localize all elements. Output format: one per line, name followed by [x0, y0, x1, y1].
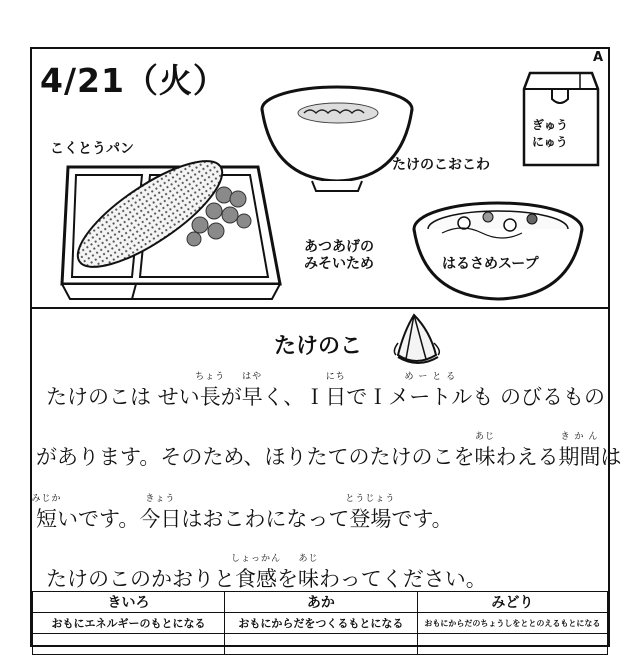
food-group-green-header: みどり: [417, 592, 607, 613]
topic-paragraph-line-3: みじか 短いです。 きょう 今日はおこわになって とうじょう 登場です。: [36, 503, 453, 533]
section-divider: [32, 307, 608, 309]
stirfry-label: あつあげの みそいため: [304, 239, 374, 272]
soup-bowl-icon: [414, 203, 582, 299]
food-group-red-header: あか: [225, 592, 418, 613]
ruby: あじ: [298, 554, 319, 564]
rice-bowl-icon: [262, 87, 412, 191]
food-group-red-items: [225, 634, 418, 655]
food-group-red-description: おもにからだをつくるもとになる: [225, 613, 418, 634]
bamboo-shoot-icon: [388, 311, 448, 369]
ruby: め ー と る: [404, 372, 457, 382]
food-group-yellow-items: [33, 634, 225, 655]
topic-title: たけのこ: [274, 334, 363, 359]
food-group-green-items: [417, 634, 607, 655]
food-group-green-description: おもにからだのちょうしをととのえるもとになる: [417, 613, 607, 634]
ruby: にち: [325, 372, 346, 382]
milk-label: ぎゅう にゅう: [532, 118, 569, 149]
ruby: しょっかん: [230, 554, 282, 564]
bread-label: こくとうパン: [50, 141, 134, 157]
food-group-table: [32, 591, 608, 655]
ruby: ちょう: [195, 372, 226, 382]
ruby: はや: [242, 372, 263, 382]
food-group-yellow-description: おもにエネルギーのもとになる: [33, 613, 225, 634]
rice-label: たけのこおこわ: [392, 157, 490, 173]
soup-label: はるさめスープ: [442, 256, 539, 272]
ruby: きょう: [145, 494, 176, 504]
food-group-yellow-header: きいろ: [33, 592, 225, 613]
menu-sheet: [30, 47, 622, 647]
ruby: き か ん: [560, 432, 599, 442]
ruby: とうじょう: [345, 494, 396, 504]
ruby: あじ: [474, 432, 495, 442]
topic-paragraph-line-4: たけのこのかおりと しょっかん 食感を あじ 味わってください。: [46, 563, 487, 593]
topic-paragraph-line-1: たけのこは せい ちょう 長が はや 早く、Ｉ にち 日でＩ め ー と る メートルも のびるもの: [46, 381, 605, 411]
ruby: みじか: [31, 494, 62, 504]
corner-mark: A: [592, 50, 603, 65]
topic-paragraph-line-2: があります。そのため、ほりたてのたけのこを あじ 味わえる き か ん 期間は: [36, 441, 621, 471]
menu-date: 4/21（火）: [40, 61, 227, 100]
